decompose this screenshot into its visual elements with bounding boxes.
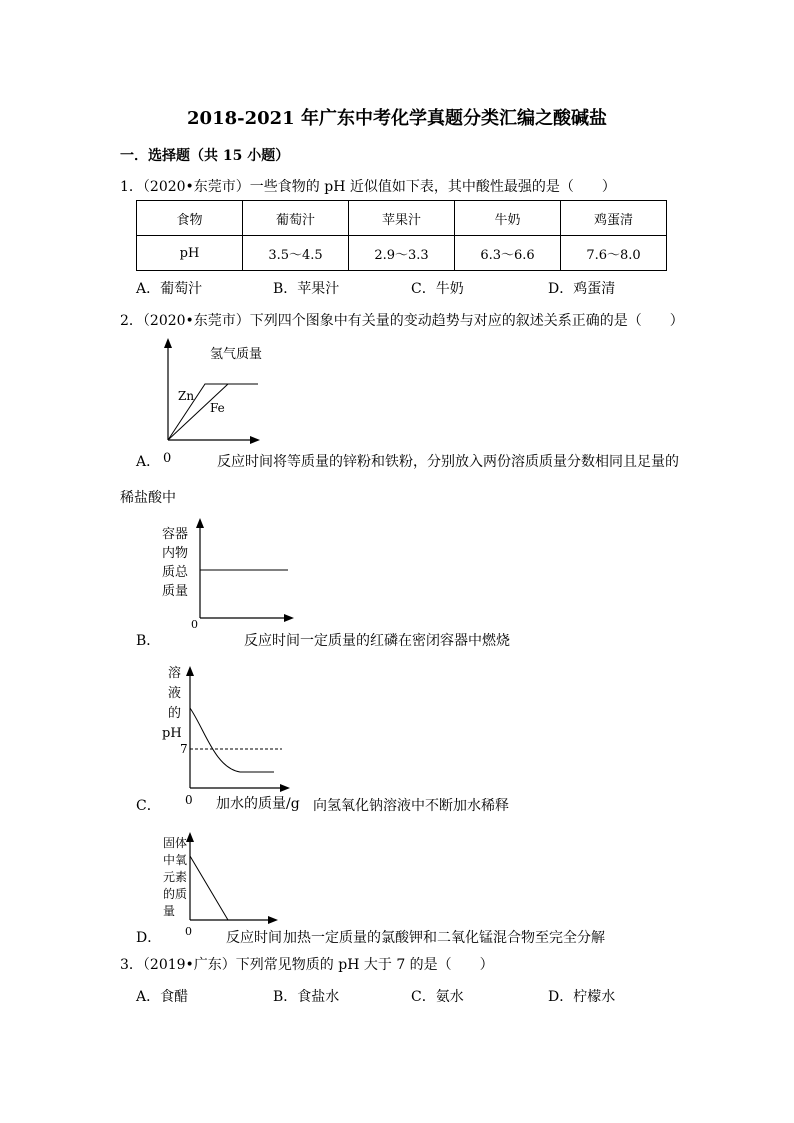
graph-c-tick-7: 7 xyxy=(180,742,188,756)
graph-c-ylabel-4: pH xyxy=(162,726,182,741)
graph-d-ylabel-4: 的质 xyxy=(163,887,188,901)
graph-a-ylabel: 氢气质量 xyxy=(210,347,263,362)
page-title: 2018-2021 年广东中考化学真题分类汇编之酸碱盐 xyxy=(187,108,607,129)
q3-option-b[interactable]: B．食盐水 xyxy=(273,989,340,1005)
graph-a xyxy=(150,336,280,448)
q1-option-a[interactable]: A．葡萄汁 xyxy=(136,281,203,297)
graph-b xyxy=(160,516,300,626)
q3-option-d[interactable]: D．柠檬水 xyxy=(548,989,616,1005)
q2-option-b-desc: 一定质量的红磷在密闭容器中燃烧 xyxy=(300,633,510,649)
table-cell: 苹果汁 xyxy=(349,201,455,236)
q2-option-d-letter[interactable]: D． xyxy=(136,930,162,946)
graph-c-origin: 0 xyxy=(185,793,193,807)
graph-b-ylabel-4: 质量 xyxy=(162,584,189,599)
x-axis-arrow xyxy=(280,784,290,792)
table-cell: 鸡蛋清 xyxy=(561,201,667,236)
q2-option-c-desc: 向氢氧化钠溶液中不断加水稀释 xyxy=(313,798,509,814)
question-1-stem: 1．（2020•东莞市）一些食物的 pH 近似值如下表，其中酸性最强的是（ ） xyxy=(120,179,616,195)
q2-option-d-desc: 加热一定质量的氯酸钾和二氧化锰混合物至完全分解 xyxy=(283,930,605,946)
graph-c-ylabel-1: 溶 xyxy=(168,666,182,681)
section-heading: 一．选择题（共 15 小题） xyxy=(120,148,290,164)
table-cell: pH xyxy=(137,236,243,271)
table-cell: 6.3～6.6 xyxy=(455,236,561,271)
q2-option-a-desc: 将等质量的锌粉和铁粉，分别放入两份溶质质量分数相同且足量的 xyxy=(273,454,679,470)
graph-b-ylabel-1: 容器 xyxy=(162,527,189,542)
graph-c-ylabel-3: 的 xyxy=(168,706,182,721)
table-row xyxy=(137,236,667,271)
fe-label: Fe xyxy=(210,401,225,415)
graph-d-ylabel-2: 中氧 xyxy=(163,853,188,867)
graph-b-xlabel: 反应时间 xyxy=(244,633,300,649)
x-axis-arrow xyxy=(268,916,278,924)
ph-curve xyxy=(190,708,274,772)
q1-option-d[interactable]: D．鸡蛋清 xyxy=(548,281,616,297)
graph-d-ylabel-5: 量 xyxy=(163,904,176,918)
x-axis-arrow xyxy=(250,436,260,444)
question-2-stem: 2．（2020•东莞市）下列四个图象中有关量的变动趋势与对应的叙述关系正确的是（ ） xyxy=(120,313,684,329)
graph-a-origin: 0 xyxy=(163,451,172,466)
graph-d xyxy=(160,830,284,926)
q1-option-c[interactable]: C．牛奶 xyxy=(411,281,464,297)
table-cell: 3.5～4.5 xyxy=(243,236,349,271)
y-axis-arrow xyxy=(196,518,204,528)
oxygen-line xyxy=(190,856,228,920)
ph-table xyxy=(136,200,667,271)
graph-a-xlabel: 反应时间 xyxy=(217,454,273,470)
graph-b-origin: 0 xyxy=(191,618,198,631)
q3-option-a[interactable]: A．食醋 xyxy=(136,989,189,1005)
graph-d-origin: 0 xyxy=(185,925,192,938)
y-axis-arrow xyxy=(186,666,194,676)
table-cell: 牛奶 xyxy=(455,201,561,236)
graph-b-ylabel-2: 内物 xyxy=(162,546,189,561)
table-header-row xyxy=(137,201,667,236)
q2-option-c-letter[interactable]: C． xyxy=(136,798,161,814)
zn-label: Zn xyxy=(178,389,195,403)
graph-b-ylabel-3: 质总 xyxy=(162,565,189,580)
q2-option-a-letter[interactable]: A． xyxy=(136,454,161,470)
x-axis-arrow xyxy=(284,614,294,622)
table-cell: 食物 xyxy=(137,201,243,236)
q1-option-b[interactable]: B．苹果汁 xyxy=(273,281,340,297)
table-cell: 葡萄汁 xyxy=(243,201,349,236)
graph-d-ylabel-3: 元素 xyxy=(163,870,188,884)
table-cell: 2.9～3.3 xyxy=(349,236,455,271)
table-cell: 7.6～8.0 xyxy=(561,236,667,271)
graph-c-xlabel: 加水的质量/g xyxy=(216,796,300,812)
question-3-stem: 3．（2019•广东）下列常见物质的 pH 大于 7 的是（ ） xyxy=(120,957,494,973)
graph-c-ylabel-2: 液 xyxy=(168,686,182,701)
graph-d-xlabel: 反应时间 xyxy=(226,930,282,946)
q2-option-a-desc-cont: 稀盐酸中 xyxy=(120,490,176,506)
y-axis-arrow xyxy=(164,338,172,348)
y-axis-arrow xyxy=(186,832,194,842)
graph-c xyxy=(160,660,300,792)
q3-option-c[interactable]: C．氨水 xyxy=(411,989,464,1005)
graph-d-ylabel-1: 固体 xyxy=(163,836,188,850)
q2-option-b-letter[interactable]: B． xyxy=(136,633,161,649)
